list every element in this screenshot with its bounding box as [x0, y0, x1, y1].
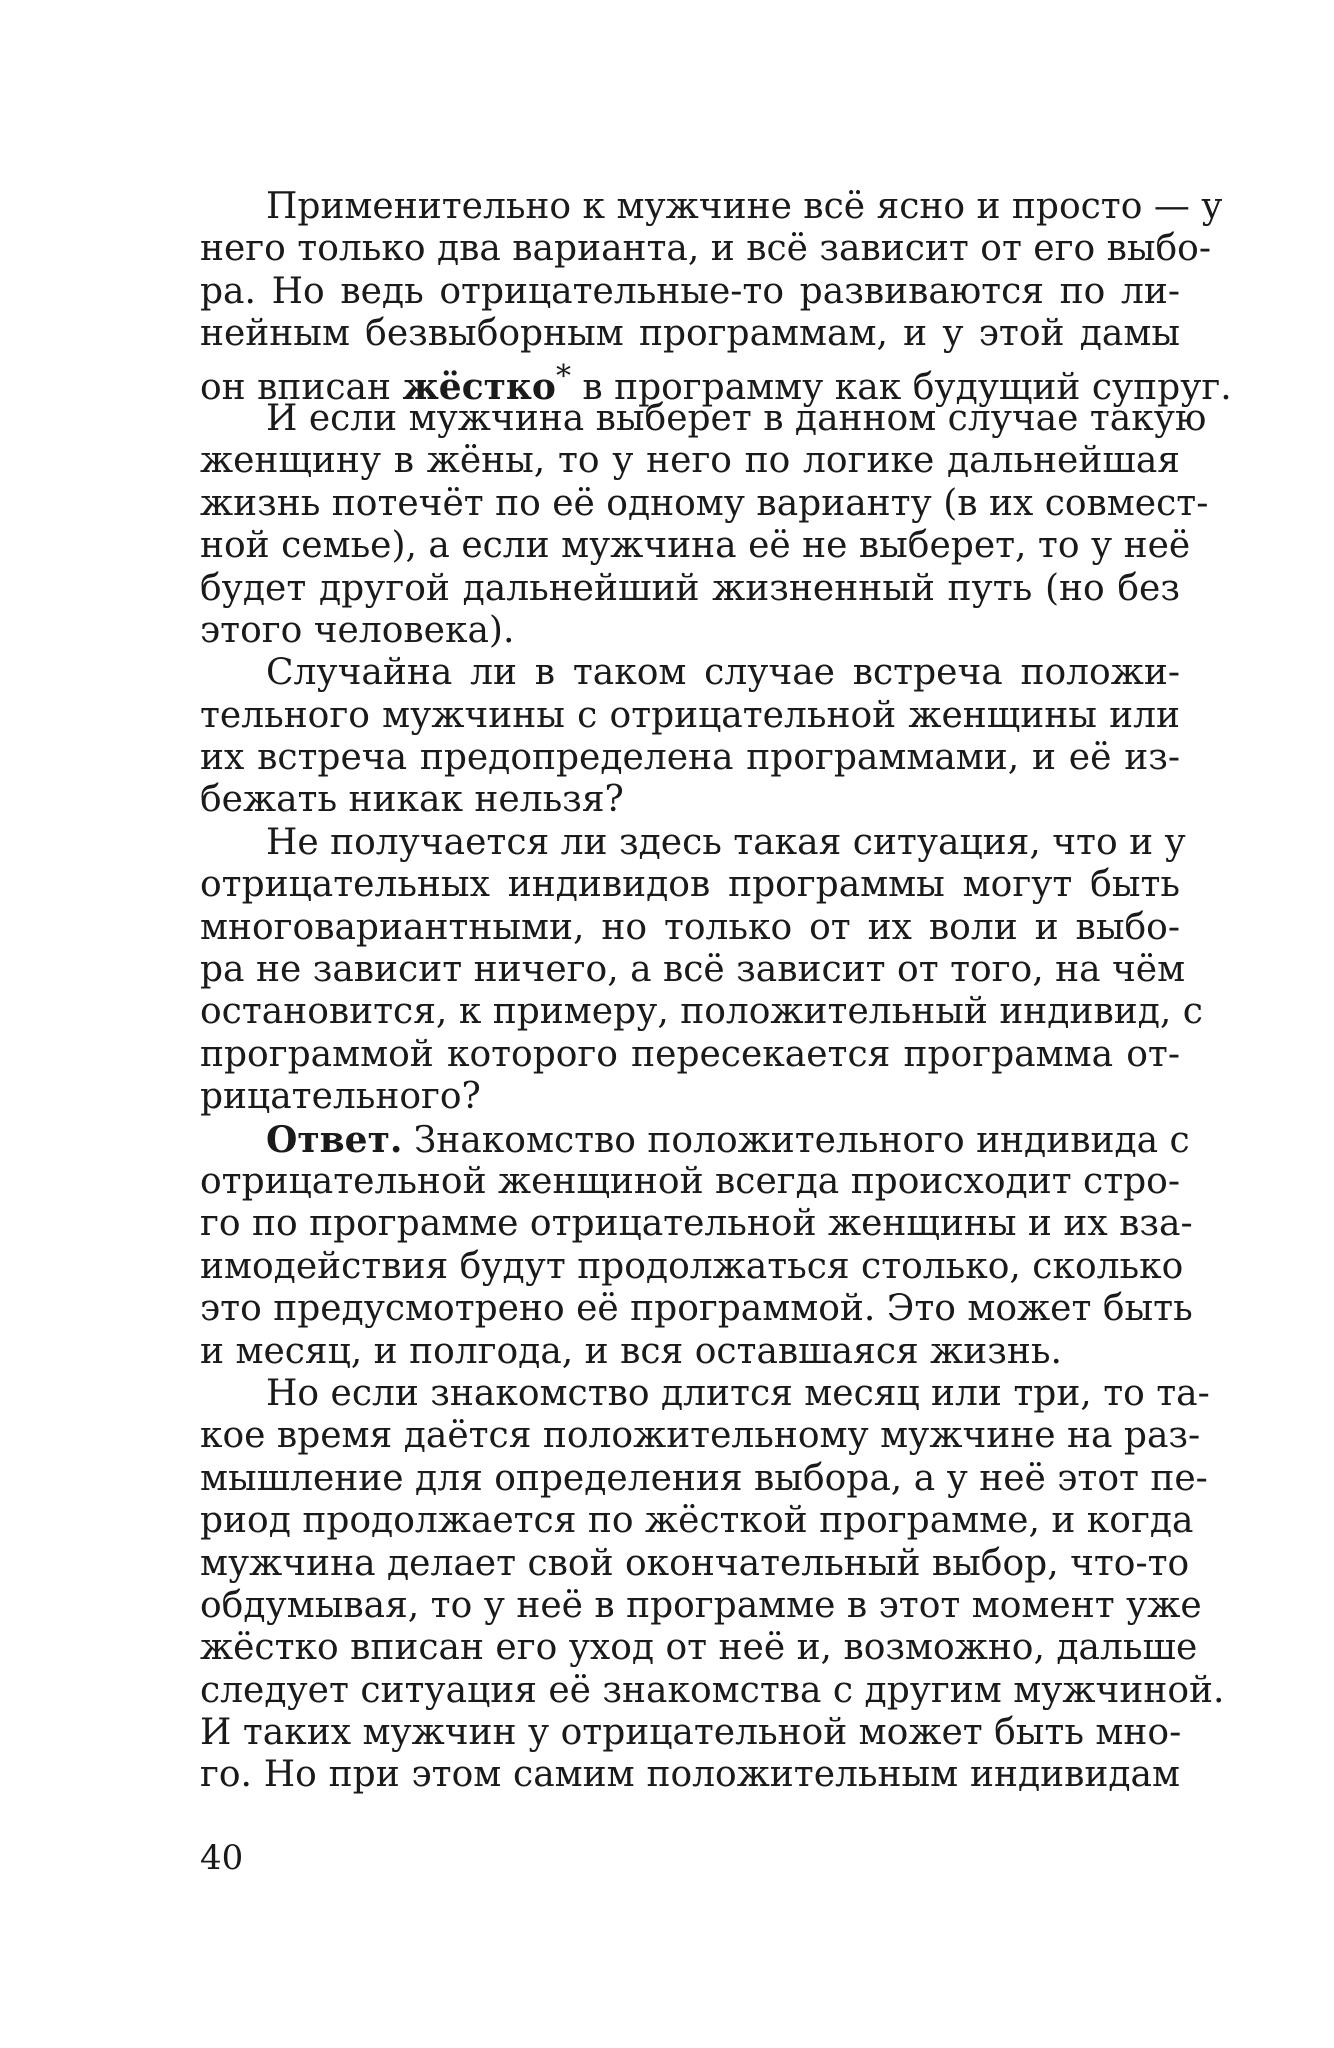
text-line: Случайна ли в таком случае встреча положи- — [266, 652, 1180, 694]
text-line: их встреча предопределена программами, и её из- — [200, 737, 1180, 779]
text-line: ра не зависит ничего, а всё зависит от того, на чём — [200, 949, 1186, 991]
text-line: И если мужчина выберет в данном случае такую — [266, 397, 1207, 439]
text-line: отрицательных индивидов программы могут быть — [200, 864, 1180, 906]
text-line: этого человека). — [200, 609, 515, 651]
text-line: жизнь потечёт по её одному варианту (в их совмест- — [200, 482, 1209, 524]
text-line: это предусмотрено её программой. Это может быть — [200, 1288, 1193, 1330]
text-line: программой которого пересекается программа от- — [200, 1033, 1180, 1075]
text-line: Не получается ли здесь такая ситуация, что и у — [266, 821, 1186, 863]
footnote-marker: * — [555, 358, 571, 394]
text-line — [200, 1118, 1190, 1161]
text-line: него только два варианта, и всё зависит от его выбо- — [200, 228, 1212, 270]
text-line: и месяц, и полгода, и вся оставшаяся жизнь. — [200, 1330, 1062, 1372]
paragraph-6 — [200, 1372, 1225, 1797]
text-line: го по программе отрицательной женщины и их вза- — [200, 1203, 1193, 1245]
text-line: жёстко вписан его уход от неё и, возможно, дальше — [200, 1627, 1198, 1669]
text-line: мужчина делает свой окончательный выбор, что-то — [200, 1542, 1190, 1584]
text-line: риод продолжается по жёсткой программе, и когда — [200, 1500, 1194, 1542]
paragraph-4 — [200, 821, 1203, 1119]
text-line: будет другой дальнейший жизненный путь (но без — [200, 567, 1180, 609]
text-line: мышление для определения выбора, а у неё этот пе- — [200, 1457, 1208, 1499]
text-line: обдумывая, то у неё в программе в этот момент уже — [200, 1584, 1202, 1626]
answer-label: Ответ. — [266, 1118, 403, 1161]
text-line: бежать никак нельзя? — [200, 779, 624, 821]
text-line: ной семье), а если мужчина её не выберет, то у неё — [200, 525, 1191, 567]
text-line: рицательного? — [200, 1076, 481, 1118]
text-line: го. Но при этом самим положительным индивидам — [200, 1754, 1180, 1796]
text-line: Применительно к мужчине всё ясно и просто — у — [266, 186, 1223, 227]
text-run: он вписан — [200, 366, 403, 408]
text-line: нейным безвыборным программам, и у этой дамы — [200, 313, 1180, 355]
text-line: многовариантными, но только от их воли и выбо- — [200, 906, 1180, 948]
text-line: отрицательной женщиной всегда происходит стро- — [200, 1160, 1181, 1202]
paragraph-2 — [200, 397, 1209, 652]
paragraph-5 — [200, 1118, 1193, 1373]
body-text — [200, 186, 1232, 1797]
emphasized-word: жёстко — [402, 365, 556, 408]
text-line: Но если знакомство длится месяц или три, то та- — [266, 1372, 1210, 1414]
paragraph-3 — [200, 652, 1180, 822]
text-line: женщину в жёны, то у него по логике дальнейшая — [200, 440, 1180, 482]
text-line: тельного мужчины с отрицательной женщины или — [200, 694, 1180, 736]
page-number: 40 — [200, 1838, 244, 1878]
text-line: следует ситуация её знакомства с другим мужчиной. — [200, 1669, 1225, 1711]
text-run: Знакомство положительного индивида с — [402, 1119, 1190, 1161]
text-line: И таких мужчин у отрицательной может быть мно- — [200, 1712, 1182, 1754]
text-line: имодействия будут продолжаться столько, сколько — [200, 1245, 1184, 1287]
text-line — [200, 356, 1232, 408]
text-line: кое время даётся положительному мужчине на раз- — [200, 1415, 1201, 1457]
text-run: в программу как будущий супруг. — [570, 366, 1232, 408]
text-line: ра. Но ведь отрицательные-то развиваются по ли- — [200, 270, 1180, 312]
paragraph-1 — [200, 186, 1232, 408]
text-line: остановится, к примеру, положительный индивид, с — [200, 991, 1203, 1033]
